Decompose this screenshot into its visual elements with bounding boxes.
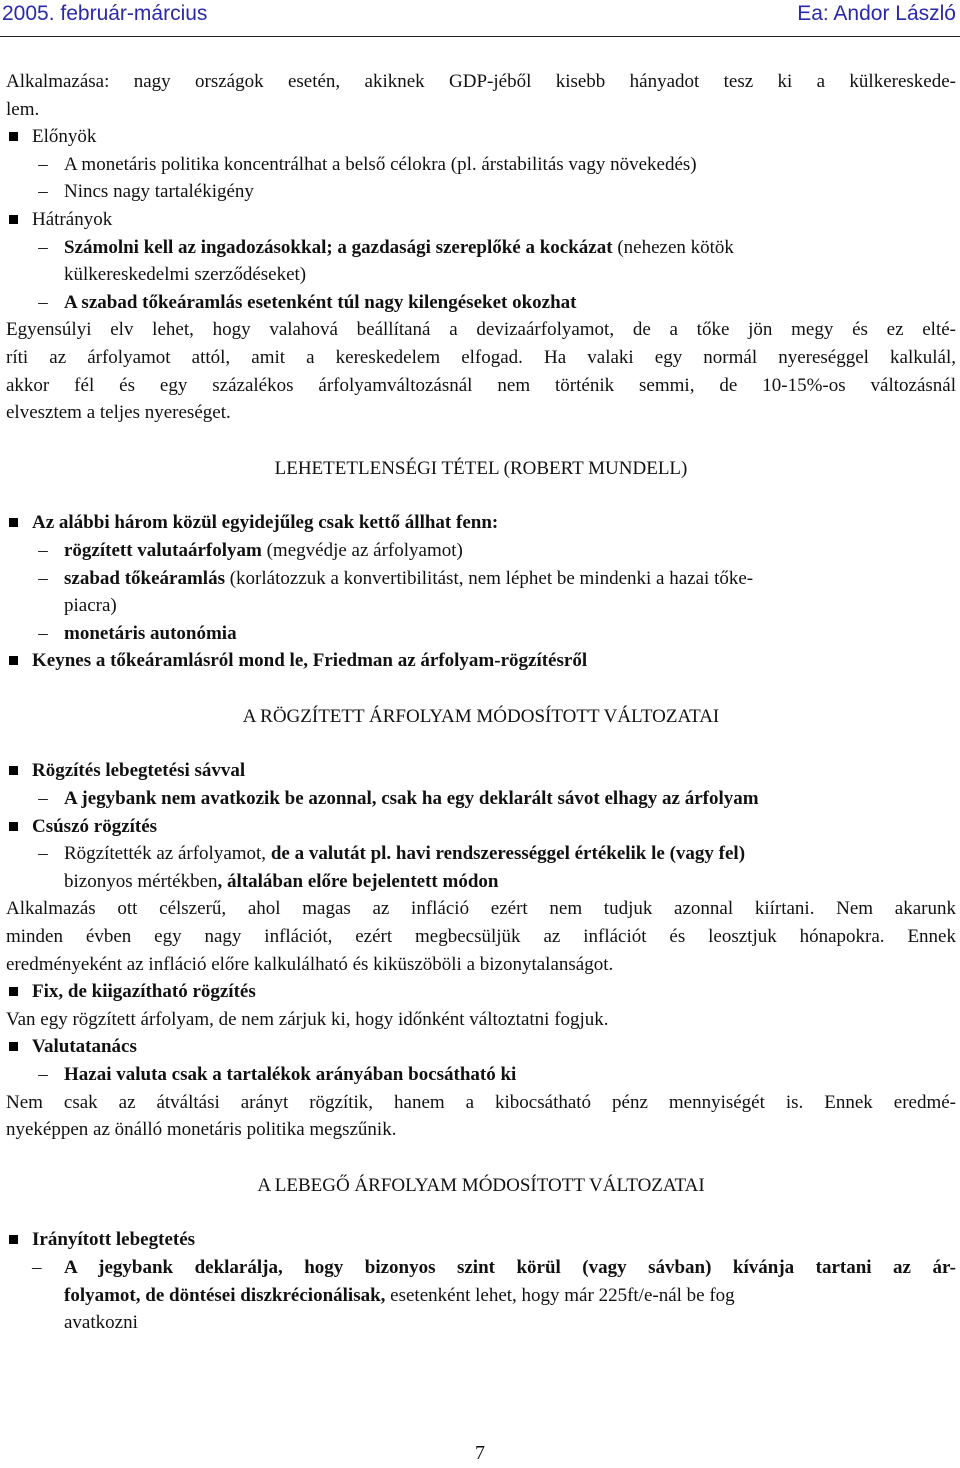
dash-text-bold: , általában előre bejelentett módon	[217, 870, 499, 892]
square-bullet-icon	[9, 822, 18, 831]
bullet-item	[6, 509, 956, 537]
dash-item	[6, 178, 956, 206]
bullet-item	[6, 647, 956, 675]
dash-icon: –	[38, 1064, 48, 1085]
bullet-item	[6, 757, 956, 785]
dash-text-bold: szabad tőkeáramlás	[64, 567, 225, 589]
dash-icon: –	[38, 567, 48, 589]
paragraph-line: minden évben egy nagy inflációt, ezért megbecsüljük az inflációt és leosztjuk hónapokra. Ennek	[6, 926, 956, 948]
square-bullet-icon	[9, 215, 18, 224]
bullet-item	[6, 206, 956, 234]
square-bullet-icon	[9, 518, 18, 527]
dash-icon: –	[38, 788, 48, 810]
section-title: LEHETETLENSÉGI TÉTEL (ROBERT MUNDELL)	[274, 457, 688, 479]
square-bullet-icon	[9, 1235, 18, 1244]
dash-icon: –	[38, 181, 48, 203]
dash-text-bold: Hazai valuta csak a tartalékok arányában bocsátható ki	[64, 1064, 517, 1085]
bullet-item	[6, 1033, 956, 1061]
dash-continuation	[6, 1282, 956, 1310]
paragraph-line: nyeképpen az önálló monetáris politika megszűnik.	[6, 1119, 397, 1141]
dash-icon: –	[38, 843, 48, 865]
paragraph-line: Nem csak az átváltási arányt rögzítik, hanem a kibocsátható pénz mennyiségét is. Ennek eredmé-	[6, 1091, 956, 1113]
paragraph-line: akkor fél és egy százalékos árfolyamváltozásnál nem történik semmi, de 10-15%-os változásnál	[6, 374, 956, 396]
dash-icon: –	[38, 153, 48, 175]
square-bullet-icon	[9, 766, 18, 775]
dash-text: (nehezen kötök	[612, 236, 734, 258]
dash-item	[6, 537, 956, 565]
dash-item	[6, 151, 956, 179]
dash-text: Nincs nagy tartalékigény	[64, 181, 254, 203]
bullet-item	[6, 123, 956, 151]
dash-text-bold: A szabad tőkeáramlás esetenként túl nagy kilengéseket okozhat	[64, 291, 577, 313]
header-lecturer: Ea: Andor László	[797, 2, 956, 25]
bullet-text: Hátrányok	[32, 208, 113, 230]
page-header	[0, 0, 960, 38]
paragraph-line: elvesztem a teljes nyereséget.	[6, 402, 231, 424]
bullet-text-bold: Valutatanács	[32, 1036, 137, 1058]
paragraph-line: lem.	[6, 98, 40, 120]
dash-continuation: avatkozni	[64, 1312, 138, 1334]
bullet-item	[6, 978, 956, 1006]
dash-icon: –	[32, 1256, 42, 1278]
paragraph-line: ríti az árfolyamot attól, amit a kereskedelem elfogad. Ha valaki egy normál nyereséggel kalkulál,	[6, 346, 956, 368]
paragraph-line: Alkalmazása: nagy országok esetén, akiknek GDP-jéből kisebb hányadot tesz ki a külkereskede-	[6, 71, 956, 92]
dash-item	[6, 840, 956, 868]
dash-item	[6, 565, 956, 593]
dash-item	[6, 1061, 956, 1089]
header-rule	[0, 36, 960, 37]
dash-continuation: piacra)	[64, 595, 117, 617]
header-date: 2005. február-március	[2, 2, 208, 25]
dash-icon: –	[38, 539, 48, 561]
bullet-text-bold: Keynes a tőkeáramlásról mond le, Friedman az árfolyam-rögzítésről	[32, 650, 588, 672]
dash-item	[6, 1254, 956, 1282]
dash-text-bold: A jegybank deklarálja, hogy bizonyos szint körül (vagy sávban) kívánja tartani az ár-	[64, 1256, 956, 1278]
dash-item	[6, 785, 956, 813]
dash-item	[6, 289, 956, 317]
paragraph-line: Alkalmazás ott célszerű, ahol magas az infláció ezért nem tudjuk azonnal kiírtani. Nem akarunk	[6, 898, 956, 920]
paragraph-line: eredményeként az infláció előre kalkulálható és kiküszöböli a bizonytalanságot.	[6, 953, 614, 975]
paragraph-line: Egyensúlyi elv lehet, hogy valahová beállítaná a devizaárfolyamot, de a tőke jön megy és ez elté-	[6, 319, 956, 341]
dash-text: Rögzítették az árfolyamot,	[64, 843, 271, 865]
dash-text-bold: monetáris autonómia	[64, 622, 237, 644]
square-bullet-icon	[9, 132, 18, 141]
dash-text-bold: de a valutát pl. havi rendszerességgel értékelik le (vagy fel)	[270, 843, 746, 865]
dash-text: esetenként lehet, hogy már 225ft/e-nál be fog	[385, 1284, 735, 1306]
bullet-text-bold: Fix, de kiigazítható rögzítés	[32, 981, 256, 1003]
document-body	[6, 68, 956, 1337]
dash-text: A monetáris politika koncentrálhat a belső célokra (pl. árstabilitás vagy növekedés)	[64, 153, 697, 175]
bullet-item	[6, 1226, 956, 1254]
page-number: 7	[475, 1442, 485, 1464]
square-bullet-icon	[9, 1042, 18, 1051]
dash-icon: –	[38, 622, 48, 644]
section-title: A LEBEGŐ ÁRFOLYAM MÓDOSÍTOTT VÁLTOZATAI	[257, 1174, 705, 1196]
square-bullet-icon	[9, 987, 18, 996]
dash-continuation	[6, 868, 956, 896]
dash-icon: –	[38, 291, 48, 313]
dash-text-bold: Számolni kell az ingadozásokkal; a gazdasági szereplőké a kockázat	[64, 236, 613, 258]
bullet-text-bold: Rögzítés lebegtetési sávval	[32, 760, 246, 782]
section-title: A RÖGZÍTETT ÁRFOLYAM MÓDOSÍTOTT VÁLTOZATAI	[242, 705, 720, 727]
bullet-text-bold: Irányított lebegtetés	[32, 1229, 196, 1251]
dash-text-bold: A jegybank nem avatkozik be azonnal, csak ha egy deklarált sávot elhagy az árfolyam	[64, 788, 759, 810]
paragraph-line: Van egy rögzített árfolyam, de nem zárjuk ki, hogy időnként változtatni fogjuk.	[6, 1008, 609, 1030]
bullet-text: Előnyök	[32, 126, 97, 148]
dash-icon: –	[38, 236, 48, 258]
dash-item	[6, 620, 956, 648]
dash-item	[6, 234, 956, 262]
dash-text: (korlátozzuk a konvertibilitást, nem léphet be mindenki a hazai tőke-	[224, 567, 754, 589]
dash-text: (megvédje az árfolyamot)	[261, 539, 463, 561]
bullet-text-bold: Az alábbi három közül egyidejűleg csak kettő állhat fenn:	[32, 512, 499, 534]
bullet-item	[6, 813, 956, 841]
dash-text: bizonyos mértékben	[64, 870, 218, 892]
dash-text-bold: folyamot, de döntései diszkrécionálisak,	[64, 1284, 386, 1306]
dash-text-bold: rögzített valutaárfolyam	[64, 539, 262, 561]
square-bullet-icon	[9, 656, 18, 665]
bullet-text-bold: Csúszó rögzítés	[32, 815, 158, 837]
dash-continuation: külkereskedelmi szerződéseket)	[64, 264, 307, 286]
